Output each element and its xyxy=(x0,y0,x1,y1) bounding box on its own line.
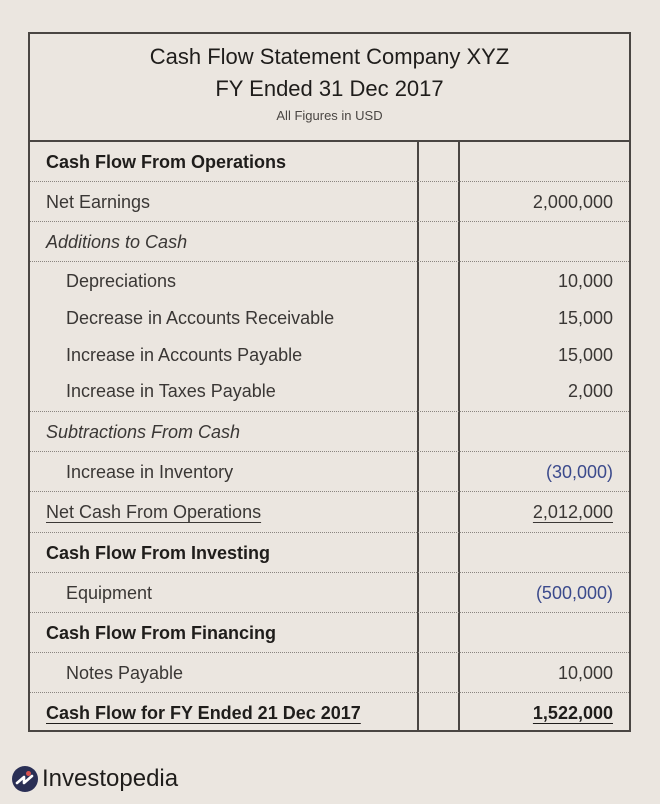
row-value: 15,000 xyxy=(557,308,613,328)
row-label: Increase in Inventory xyxy=(66,462,234,482)
row-value-negative: (500,000) xyxy=(535,583,613,603)
currency-note: All Figures in USD xyxy=(276,108,383,123)
subsection-row-additions xyxy=(30,222,629,262)
row-label: Increase in Taxes Payable xyxy=(66,381,276,401)
cash-flow-statement xyxy=(28,32,631,732)
section-row-investing xyxy=(30,533,629,573)
row-label: Subtractions From Cash xyxy=(46,422,241,442)
row-value: 10,000 xyxy=(557,271,613,291)
row-label: Depreciations xyxy=(66,271,177,291)
subsection-row-subtractions xyxy=(30,412,629,452)
row-value: 10,000 xyxy=(557,663,613,683)
row-label: Cash Flow From Investing xyxy=(46,543,271,563)
row-value: 2,012,000 xyxy=(532,502,613,522)
row-label: Notes Payable xyxy=(66,663,184,683)
row-label: Cash Flow From Financing xyxy=(46,623,277,643)
section-row-financing xyxy=(30,613,629,653)
row-value-negative: (30,000) xyxy=(545,462,613,482)
subtotal-row-operations xyxy=(30,492,629,533)
row-value: 2,000 xyxy=(567,381,613,401)
table-row xyxy=(30,374,629,412)
table-row xyxy=(30,337,629,374)
table-row xyxy=(30,300,629,337)
row-label: Equipment xyxy=(66,583,153,603)
statement-header xyxy=(30,34,629,142)
table-row xyxy=(30,452,629,492)
investopedia-logo xyxy=(12,764,178,794)
statement-period: FY Ended 31 Dec 2017 xyxy=(215,76,444,101)
row-label: Additions to Cash xyxy=(46,232,188,252)
row-value: 2,000,000 xyxy=(532,192,613,212)
table-row xyxy=(30,653,629,693)
table-row xyxy=(30,263,629,300)
table-row xyxy=(30,573,629,613)
table-row xyxy=(30,182,629,222)
row-value: 15,000 xyxy=(557,345,613,365)
total-row xyxy=(30,693,629,734)
row-value: 1,522,000 xyxy=(532,703,613,723)
statement-title: Cash Flow Statement Company XYZ xyxy=(149,44,510,69)
row-label: Cash Flow for FY Ended 21 Dec 2017 xyxy=(46,703,361,723)
row-label: Increase in Accounts Payable xyxy=(66,345,303,365)
row-label: Decrease in Accounts Receivable xyxy=(66,308,335,328)
row-label: Net Cash From Operations xyxy=(46,502,262,522)
row-label: Net Earnings xyxy=(46,192,151,212)
investopedia-mark-icon xyxy=(12,766,38,792)
statement-rows xyxy=(30,142,629,734)
brand-name: Investopedia xyxy=(42,765,179,792)
row-label: Cash Flow From Operations xyxy=(46,152,287,172)
section-row-operations xyxy=(30,142,629,182)
